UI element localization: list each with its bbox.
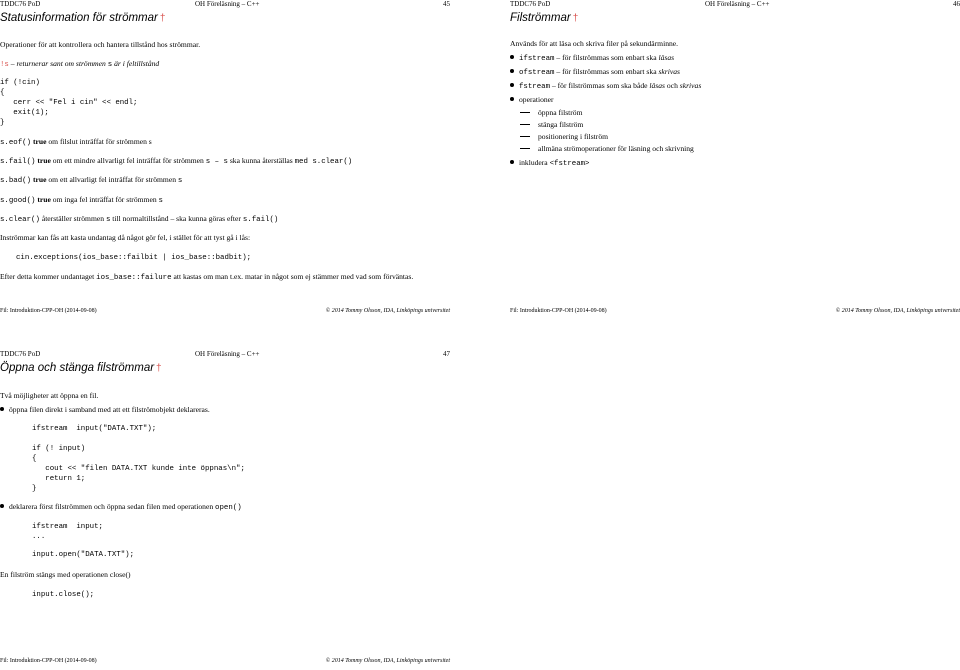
description-text: om filslut inträffat för strömmen s (46, 137, 152, 146)
code-line: { (32, 455, 37, 463)
slide-title (510, 12, 578, 24)
description-text: deklarera först filströmmen och öppna sedan filen med operationen (9, 502, 216, 511)
exceptions-code: cin.exceptions(ios_base::failbit | ios_base::badbit); (16, 254, 252, 262)
footer-copyright: © 2014 Tommy Olsson, IDA, Linköpings universitet (835, 308, 960, 314)
slide-title-text: Statusinformation för strömmar (0, 12, 158, 24)
code-line: if (!cin) (0, 79, 40, 87)
description-text: att kastas om man t.ex. matar in något som ej stämmer med vad som förväntas. (171, 272, 414, 281)
code-snippet: s.bad() (0, 177, 32, 185)
page-header (0, 0, 450, 10)
code-snippet: s – s (205, 158, 228, 166)
code-snippet: s.fail() (242, 216, 279, 224)
sub-list-item (520, 144, 694, 154)
operations-label: operationer (519, 95, 554, 104)
eof-line (0, 137, 152, 148)
code-line: input.open("DATA.TXT"); (32, 551, 135, 559)
dagger-icon: † (159, 13, 166, 24)
course-code: TDDC76 PoD (0, 350, 41, 358)
footer-file: Fil: Introduktion-CPP-OH (2014-09-08) (510, 308, 607, 314)
dash-icon (520, 124, 530, 125)
page-number: 47 (443, 350, 450, 358)
slide-title-text: Filströmmar (510, 12, 571, 24)
intro-text: Två möjligheter att öppna en fil. (0, 391, 99, 400)
page-number: 45 (443, 0, 450, 8)
exceptions-text: Inströmmar kan fås att kasta undantag då något gör fel, i stället för att tyst gå i lås: (0, 233, 251, 242)
intro-text: Operationer för att kontrollera och hantera tillstånd hos strömmar. (0, 40, 201, 49)
sub-list-item (520, 120, 583, 130)
code-snippet: s (158, 197, 163, 205)
operation-text: öppna filström (538, 108, 583, 117)
slide-page-45 (0, 0, 450, 335)
code-snippet: s.clear() (0, 216, 40, 224)
code-line: } (32, 485, 37, 493)
bold-true: true (32, 137, 47, 146)
bold-true: true (37, 195, 51, 204)
code-line: if (! input) (32, 445, 86, 453)
description-text: om inga fel inträffat för strömmen (50, 195, 159, 204)
dash-icon (520, 136, 530, 137)
code-snippet: s.fail() (0, 158, 36, 166)
code-snippet: s.good() (0, 197, 36, 205)
emphasis-text: läsas (649, 81, 666, 90)
page-number: 46 (953, 0, 960, 8)
bullet-icon (510, 83, 514, 87)
code-snippet: med s.clear() (294, 158, 353, 166)
description-text: inkludera (519, 158, 550, 167)
emphasis-text: läsas (658, 53, 675, 62)
description-text: – för filströmmas som enbart ska (554, 67, 659, 76)
code-snippet: s (177, 177, 183, 185)
negation-line (0, 59, 159, 70)
code-line: input.close(); (32, 591, 95, 599)
list-item (510, 67, 680, 78)
bullet-icon (510, 97, 514, 101)
code-line: ifstream input; (32, 523, 103, 531)
list-item (0, 502, 242, 513)
dagger-icon: † (572, 13, 579, 24)
description-text: återställer strömmen (39, 214, 106, 223)
emphasis-text: skrivas (679, 81, 702, 90)
footer-file: Fil: Introduktion-CPP-OH (2014-09-08) (0, 658, 97, 664)
bullet-icon (0, 407, 4, 411)
operation-text: allmäna strömoperationer för läsning och skrivning (538, 144, 694, 153)
dash-icon (520, 148, 530, 149)
code-snippet: !s (0, 61, 9, 69)
slide-title (0, 362, 162, 374)
description-text: till normaltillstånd – ska kunna göras efter (110, 214, 243, 223)
emphasis-text: skrivas (658, 67, 680, 76)
code-snippet: s.eof() (0, 139, 32, 147)
footer-copyright: © 2014 Tommy Olsson, IDA, Linköpings universitet (325, 658, 450, 664)
code-snippet: s (105, 216, 111, 224)
intro-text: Används för att läsa och skriva filer på sekundärminne. (510, 39, 679, 48)
operation-text: stänga filström (538, 120, 584, 129)
code-snippet: ifstream (519, 55, 555, 63)
footer-file: Fil: Introduktion-CPP-OH (2014-09-08) (0, 308, 97, 314)
code-snippet: fstream (519, 83, 551, 91)
sub-list-item (520, 108, 583, 118)
description-text: och (665, 81, 680, 90)
course-code: TDDC76 PoD (510, 0, 551, 8)
code-line: return 1; (32, 475, 86, 483)
fail-line (0, 156, 352, 167)
code-snippet: <fstream> (549, 160, 590, 168)
dash-icon (520, 112, 530, 113)
page-header (0, 350, 450, 360)
lecture-title: OH Föreläsning – C++ (705, 0, 770, 8)
bullet-icon (0, 504, 4, 508)
list-item (0, 405, 210, 415)
code-snippet: s (107, 61, 113, 69)
footer-copyright: © 2014 Tommy Olsson, IDA, Linköpings universitet (325, 308, 450, 314)
code-snippet: ofstream (519, 69, 555, 77)
list-item (510, 53, 674, 64)
description-text: – för filströmmas som enbart ska (554, 53, 659, 62)
negation-text-2: är i feltillstånd (112, 59, 160, 68)
close-text: En filström stängs med operationen close() (0, 570, 131, 579)
list-item (510, 95, 554, 105)
dagger-icon: † (156, 363, 162, 374)
code-line: } (0, 119, 5, 127)
code-snippet: ios_base::failure (96, 274, 172, 282)
description-text: om ett mindre allvarligt fel inträffat för strömmen (50, 156, 206, 165)
code-line: ... (32, 533, 46, 541)
code-snippet: open() (215, 504, 242, 512)
description-text: Efter detta kommer undantaget (0, 272, 97, 281)
description-text: – för filströmmas som ska både (550, 81, 650, 90)
bullet-icon (510, 69, 514, 73)
bullet-icon (510, 55, 514, 59)
description-text: öppna filen direkt i samband med att ett filströmobjekt deklareras. (9, 405, 210, 414)
bold-true: true (37, 156, 51, 165)
operation-text: positionering i filström (538, 132, 609, 141)
dash-text: – (8, 59, 17, 68)
slide-title (0, 12, 165, 24)
course-code: TDDC76 PoD (0, 0, 41, 8)
lecture-title: OH Föreläsning – C++ (195, 0, 260, 8)
list-item (510, 158, 590, 169)
after-line (0, 272, 413, 283)
list-item (510, 81, 701, 92)
code-line: cerr << "Fel i cin" << endl; (0, 99, 138, 107)
negation-text: returnerar sant om strömmen (16, 59, 108, 68)
code-line: exit(1); (0, 109, 49, 117)
clear-line (0, 214, 278, 225)
code-line: cout << "filen DATA.TXT kunde inte öppnas\n"; (32, 465, 245, 473)
page-header (510, 0, 960, 10)
description-text: ska kunna återställas (227, 156, 295, 165)
code-line: ifstream input("DATA.TXT"); (32, 425, 157, 433)
description-text: om ett allvarligt fel inträffat för strömmen (46, 175, 178, 184)
bold-true: true (32, 175, 47, 184)
lecture-title: OH Föreläsning – C++ (195, 350, 260, 358)
good-line (0, 195, 163, 206)
slide-page-47 (0, 350, 450, 670)
bullet-icon (510, 160, 514, 164)
slide-page-46 (510, 0, 960, 335)
slide-title-text: Öppna och stänga filströmmar (0, 362, 155, 374)
code-line: { (0, 89, 5, 97)
bad-line (0, 175, 182, 186)
sub-list-item (520, 132, 608, 142)
